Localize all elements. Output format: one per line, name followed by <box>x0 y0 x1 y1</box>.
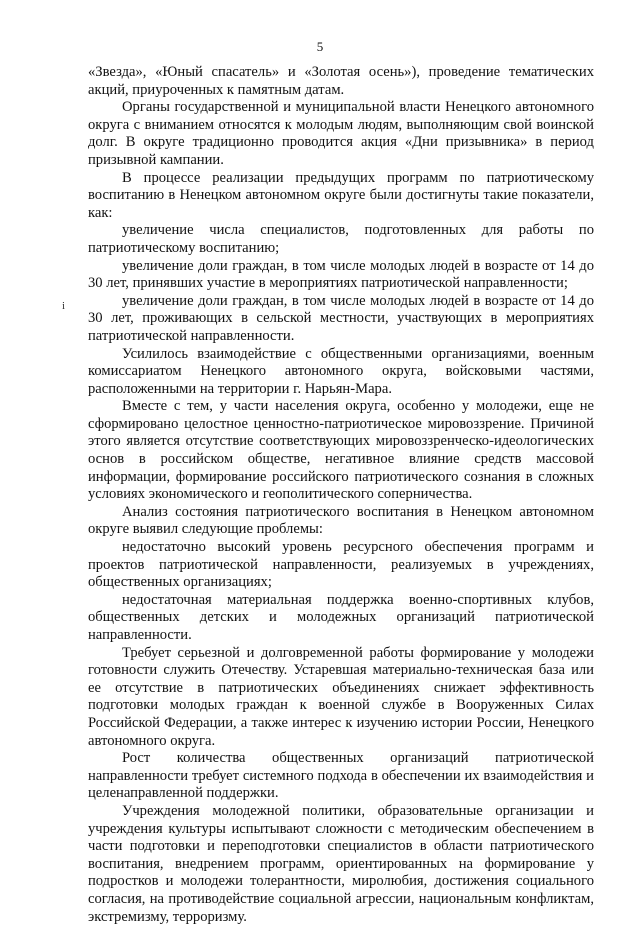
list-item-specialists: увеличение числа специалистов, подготовленных для работы по патриотическому воспитанию; <box>88 222 594 256</box>
list-item-resources: недостаточно высокий уровень ресурсного обеспечения программ и проектов патриотической направленности, реализуемых в учреждениях, общественных организациях; <box>88 539 594 591</box>
paragraph-previous-programs: В процессе реализации предыдущих программ по патриотическому воспитанию в Ненецком автономном округе были достигнуты такие показатели, как: <box>88 169 594 221</box>
paragraph-readiness: Требует серьезной и долговременной работы формирование у молодежи готовности служить Отечеству. Устаревшая материально-техническая база или ее отсутствие в патриотических объединениях снижает эффективность подготовки молодых граждан к военной службе в Вооруженных Силах Российской Федерации, а также интерес к изучению истории России, Ненецкого автономного округа. <box>88 644 594 749</box>
paragraph-worldview: Вместе с тем, у части населения округа, особенно у молодежи, еще не сформировано целостное ценностно-патриотическое мировоззрение. Причиной этого является отсутствие соответствующих мировоззренческо-идеологических основ в российском обществе, негативное влияние средств массовой информации, формирование российского патриотического сознания в сложных условиях экономического и геополитического соперничества. <box>88 398 594 503</box>
paragraph-cooperation: Усилилось взаимодействие с общественными организациями, военным комиссариатом Ненецкого автономного округа, войсковыми частями, расположенными на территории г. Нарьян-Мара. <box>88 345 594 397</box>
body-text <box>88 64 594 926</box>
list-item-citizens-share: увеличение доли граждан, в том числе молодых людей в возрасте от 14 до 30 лет, принявших участие в мероприятиях патриотической направленности; <box>88 257 594 292</box>
list-item-rural-citizens: увеличение доли граждан, в том числе молодых людей в возрасте от 14 до 30 лет, проживающих в сельской местности, участвующих в мероприятиях патриотической направленности. <box>88 292 594 344</box>
page-number: 5 <box>316 39 324 54</box>
margin-mark: i <box>62 300 66 312</box>
paragraph-analysis: Анализ состояния патриотического воспитания в Ненецком автономном округе выявил следующие проблемы: <box>88 503 594 538</box>
paragraph-organizations-growth: Рост количества общественных организаций патриотической направленности требует системного подхода в обеспечении их взаимодействия и целенаправленной поддержки. <box>88 750 594 802</box>
paragraph-youth-policy: Учреждения молодежной политики, образовательные организации и учреждения культуры испытывают сложности с методическим обеспечением в части подготовки и переподготовки специалистов в области патриотического воспитания, внедрением программ, ориентированных на формирование у подростков и молодежи толерантности, миролюбия, достижения социального согласия, на противодействие социальной агрессии, национальным конфликтам, экстремизму, терроризму. <box>88 802 594 925</box>
paragraph-continuation: «Звезда», «Юный спасатель» и «Золотая осень»), проведение тематических акций, приуроченных к памятным датам. <box>88 64 594 98</box>
paragraph-authorities: Органы государственной и муниципальной власти Ненецкого автономного округа с вниманием относятся к молодым людям, выполняющим свой воинской долг. В округе традиционно проводится акция «Дни призывника» в период призывной кампании. <box>88 99 594 168</box>
list-item-material-support: недостаточная материальная поддержка военно-спортивных клубов, общественных детских и молодежных организаций патриотической направленности. <box>88 591 594 643</box>
